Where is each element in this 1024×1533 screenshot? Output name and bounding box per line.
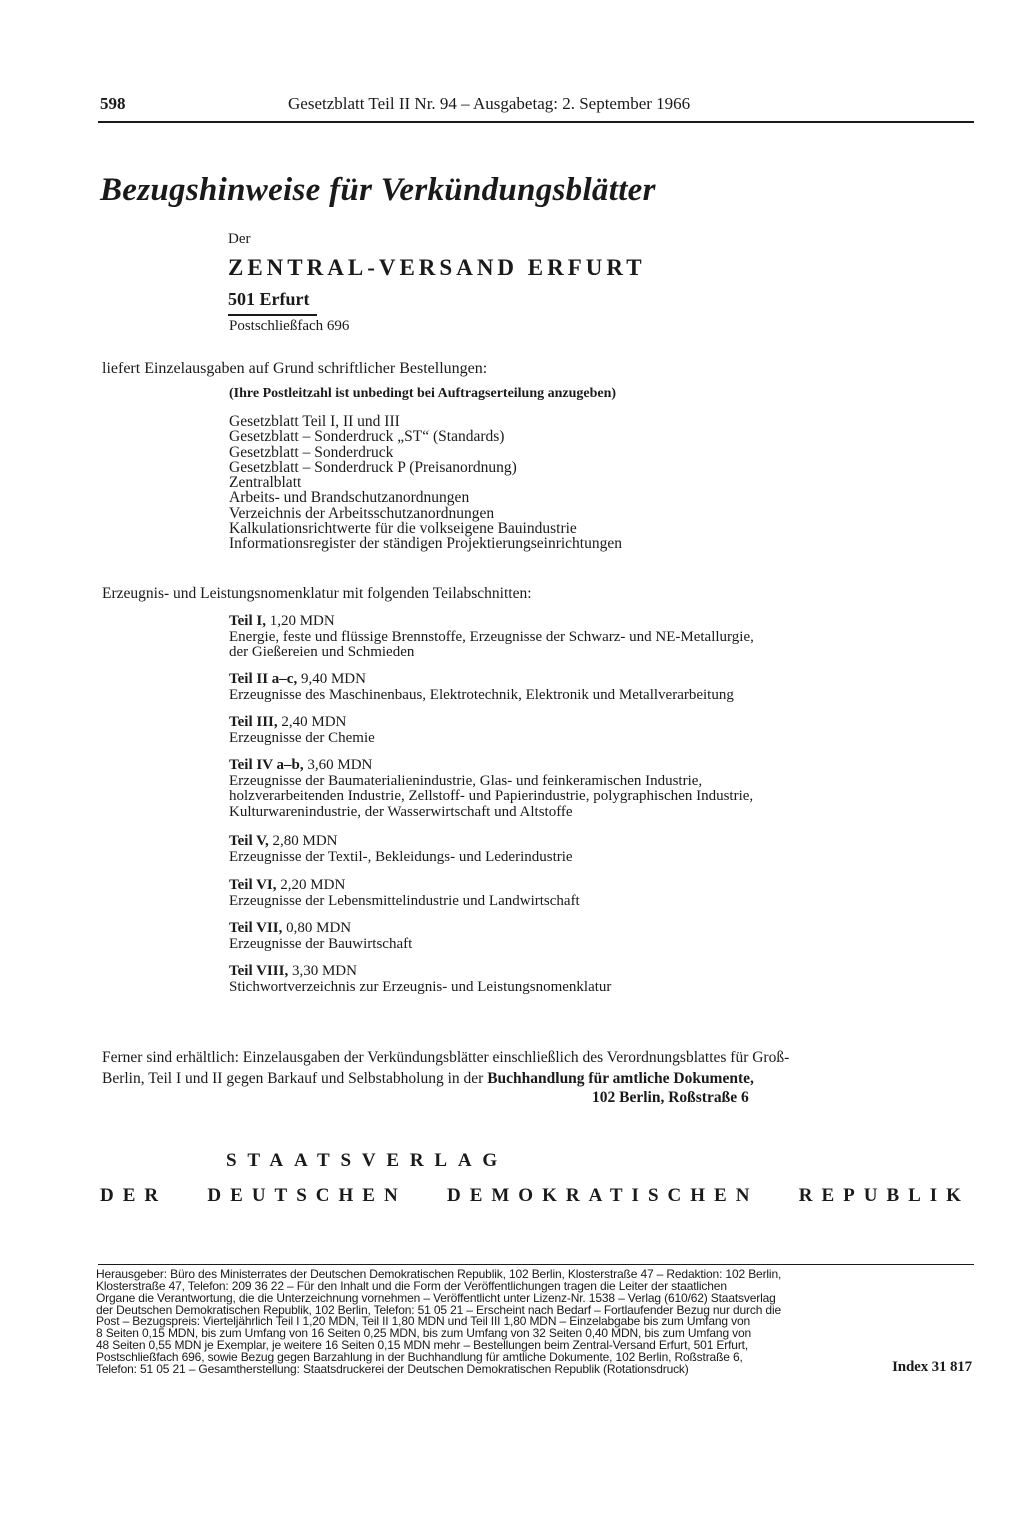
ferner-text: Berlin, Teil I und II gegen Barkauf und Selbstabholung in der [102,1070,484,1087]
list-item: Gesetzblatt – Sonderdruck [229,443,394,461]
index-number: Index 31 817 [892,1358,972,1375]
teil-description: Erzeugnisse der Lebensmittelindustrie und Landwirtschaft [229,892,580,909]
teil-description: Erzeugnisse der Chemie [229,729,375,746]
header-rule [98,121,974,123]
teil-label: Teil VIII, [229,963,289,979]
teil-label: Teil I, [229,613,266,629]
teil-entry [229,921,412,952]
teil-price: 2,80 MDN [272,833,338,849]
nomenclature-intro: Erzeugnis- und Leistungsnomenklatur mit folgenden Teilabschnitten: [102,585,532,602]
impressum-line: der Deutschen Demokratischen Republik, 102 Berlin, Telefon: 51 05 21 – Erscheint nach Bedarf – Fortlaufender Bezug nur durch die [96,1302,781,1317]
teil-description: Erzeugnisse der Textil-, Bekleidungs- und Lederindustrie [229,848,573,865]
list-item: Verzeichnis der Arbeitsschutzanordnungen [229,504,495,522]
publisher-word: REPUBLIK [798,1185,970,1206]
teil-price: 2,20 MDN [280,877,346,893]
list-item: Gesetzblatt – Sonderdruck „ST“ (Standards) [229,428,505,446]
impressum-line: Organe die Verantwortung, die die Unterzeichnung vornehmen – Veröffentlicht unter Lizenz-Nr. 1538 – Verlag (610/62) Staatsverlag [96,1290,776,1305]
header-title: Gesetzblatt Teil II Nr. 94 – Ausgabetag: 2. September 1966 [288,94,691,113]
bookshop-name: Buchhandlung für amtliche Dokumente, [487,1070,754,1087]
publisher-word: DEMOKRATISCHEN [446,1185,759,1206]
teil-price: 2,40 MDN [281,714,347,730]
teil-entry [229,834,573,865]
impressum-line: 48 Seiten 0,55 MDN je Exemplar, je weitere 16 Seiten 0,15 MDN mehr – Bestellungen beim Zentral-Versand Erfurt, 501 Erfurt, [96,1338,749,1353]
publisher-word: DER [100,1185,168,1206]
main-title: Bezugshinweise für Verkündungsblätter [100,172,656,208]
impressum-line: Telefon: 51 05 21 – Gesamtherstellung: Staatsdruckerei der Deutschen Demokratischen Republik (Rotationsdruck) [96,1361,689,1376]
list-item: Informationsregister der ständigen Projektierungseinrichtungen [229,535,622,553]
postcode-note: (Ihre Postleitzahl ist unbedingt bei Auftragserteilung anzugeben) [229,386,617,401]
list-item: Zentralblatt [229,474,302,492]
publication-list [229,414,622,552]
page-header [100,94,974,122]
teil-label: Teil III, [229,714,278,730]
impressum-line: Klosterstraße 47, Telefon: 209 36 22 – Für den Inhalt und die Form der Veröffentlichungen tragen die Leiter der staatlichen [96,1278,727,1293]
list-item: Arbeits- und Brandschutzanordnungen [229,489,470,507]
sender-article: Der [228,231,251,247]
impressum-rule [98,1264,974,1265]
teil-entry [229,964,611,995]
ferner-line [102,1070,754,1088]
teil-label: Teil II a–c, [229,671,298,687]
sender-city: 501 Erfurt [228,289,310,309]
teil-entry [229,878,580,909]
teil-label: Teil VI, [229,877,277,893]
publisher-line-1: STAATSVERLAG [226,1150,508,1171]
teil-entry [229,614,754,661]
teil-price: 9,40 MDN [300,671,366,687]
teil-entry [229,715,375,746]
publisher-line-2 [100,1185,970,1207]
list-item: Gesetzblatt Teil I, II und III [229,413,400,430]
teil-price: 1,20 MDN [269,613,335,629]
page-number: 598 [100,94,126,113]
sender-postbox: Postschließfach 696 [229,318,350,334]
teil-label: Teil IV a–b, [229,757,304,773]
impressum-last-line [96,1358,976,1376]
impressum-line: Post – Bezugspreis: Vierteljährlich Teil I 1,20 MDN, Teil II 1,80 MDN und Teil III 1,80 MDN – Einzelabgabe bis zum Umfang von [96,1314,751,1329]
teil-description: Erzeugnisse der Bauwirtschaft [229,935,413,952]
ferner-line: Ferner sind erhältlich: Einzelausgaben der Verkündungsblätter einschließlich des Verordnungsblattes für Groß- [102,1049,790,1066]
teil-label: Teil VII, [229,920,283,936]
teil-description: Energie, feste und flüssige Brennstoffe, Erzeugnisse der Schwarz- und NE-Metallurgie, [229,628,754,645]
teil-description: Stichwortverzeichnis zur Erzeugnis- und Leistungsnomenklatur [229,978,612,995]
bookshop-address: 102 Berlin, Roßstraße 6 [592,1089,749,1106]
impressum [96,1269,976,1376]
teil-description: holzverarbeitenden Industrie, Zellstoff- und Papierindustrie, polygraphischen Industrie, [229,788,754,805]
sender-name: ZENTRAL-VERSAND ERFURT [228,255,646,280]
teil-entry [229,758,753,820]
impressum-line: Postschließfach 696, sowie Bezug gegen Barzahlung in der Buchhandlung für amtliche Dokumente, 102 Berlin, Roßstraße 6, [96,1349,743,1364]
impressum-line: 8 Seiten 0,15 MDN, bis zum Umfang von 16 Seiten 0,25 MDN, bis zum Umfang von 32 Seiten 0,40 MDN, bis zum Umfang von [96,1326,752,1341]
teil-label: Teil V, [229,833,269,849]
teil-price: 0,80 MDN [286,920,352,936]
teil-description: der Gießereien und Schmieden [229,644,415,661]
impressum-line: Herausgeber: Büro des Ministerrates der Deutschen Demokratischen Republik, 102 Berlin, Klosterstraße 47 – Redaktion: 102 Berlin, [96,1267,782,1281]
teil-description: Kulturwarenindustrie, der Wasserwirtschaft und Altstoffe [229,803,573,820]
teil-price: 3,60 MDN [307,757,373,773]
teil-description: Erzeugnisse der Baumaterialienindustrie, Glas- und feinkeramischen Industrie, [229,772,703,789]
list-item: Kalkulationsrichtwerte für die volkseigene Bauindustrie [229,520,577,538]
intro-text: liefert Einzelausgaben auf Grund schriftlicher Bestellungen: [102,360,488,377]
publisher-word: DEUTSCHEN [207,1185,407,1206]
teil-description: Erzeugnisse des Maschinenbaus, Elektrotechnik, Elektronik und Metallverarbeitung [229,686,734,703]
city-underline [228,314,317,316]
teil-price: 3,30 MDN [291,963,357,979]
list-item: Gesetzblatt – Sonderdruck P (Preisanordnung) [229,458,517,476]
teil-entry [229,672,734,703]
